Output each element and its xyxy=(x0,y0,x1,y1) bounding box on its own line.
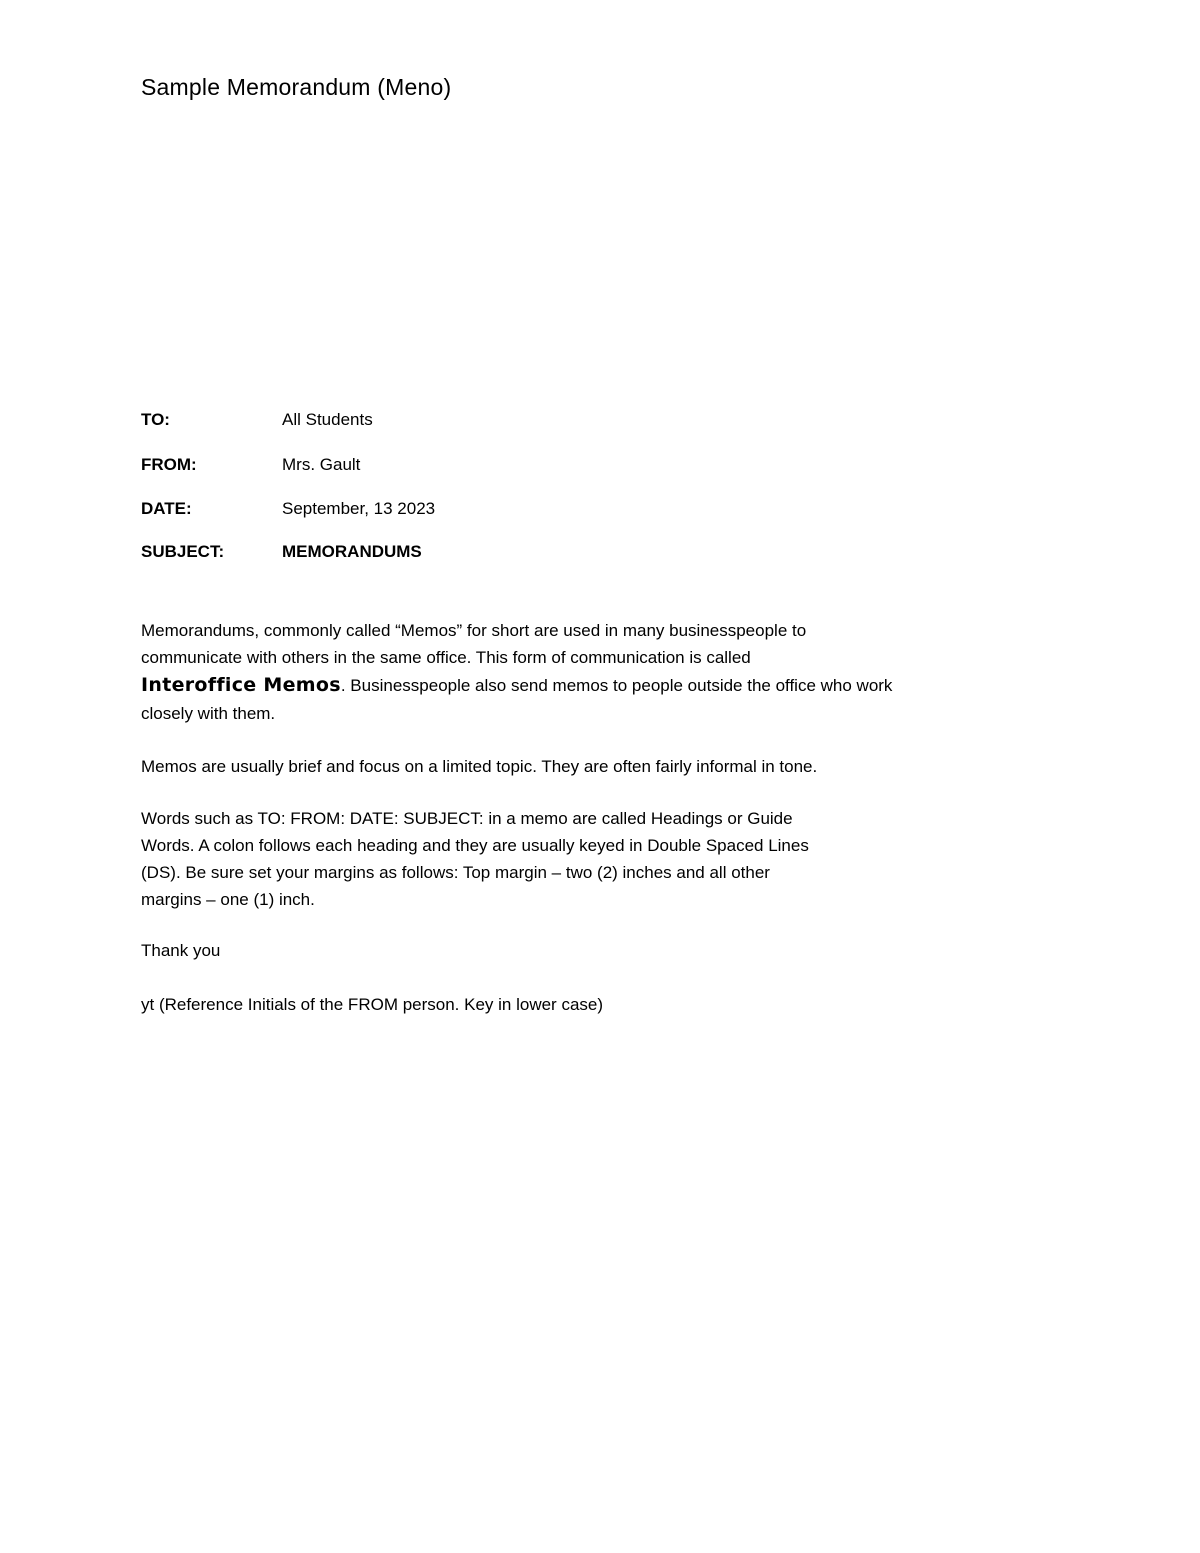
paragraph-line: communicate with others in the same office. This form of communication is called xyxy=(141,648,751,667)
subject-label: SUBJECT: xyxy=(141,542,225,561)
to-value: All Students xyxy=(282,410,373,429)
closing-text: Thank you xyxy=(141,941,221,960)
paragraph-line: Memos are usually brief and focus on a limited topic. They are often fairly informal in tone. xyxy=(141,757,818,776)
subject-value: MEMORANDUMS xyxy=(282,542,422,561)
paragraph-line: Memorandums, commonly called “Memos” for short are used in many businesspeople to xyxy=(141,621,807,640)
reference-text: yt (Reference Initials of the FROM person. Key in lower case) xyxy=(141,995,604,1014)
paragraph-line: closely with them. xyxy=(141,704,276,723)
to-label: TO: xyxy=(141,410,170,429)
paragraph-line: Words. A colon follows each heading and they are usually keyed in Double Spaced Lines xyxy=(141,836,809,855)
reference-initials xyxy=(141,991,1021,1018)
body-paragraph-guide-words xyxy=(141,805,1021,913)
from-label: FROM: xyxy=(141,455,197,474)
body-paragraph-brief xyxy=(141,753,1021,780)
interoffice-memos-emphasis: Interoffice Memos xyxy=(141,674,341,696)
paragraph-line: (DS). Be sure set your margins as follows: Top margin – two (2) inches and all other xyxy=(141,863,770,882)
body-paragraph-memos-intro xyxy=(141,617,1021,727)
document-title: Sample Memorandum (Meno) xyxy=(141,74,452,100)
paragraph-line xyxy=(141,671,1021,700)
date-label: DATE: xyxy=(141,499,192,518)
from-value: Mrs. Gault xyxy=(282,455,361,474)
paragraph-line-rest: . Businesspeople also send memos to people outside the office who work xyxy=(340,676,893,695)
paragraph-line: margins – one (1) inch. xyxy=(141,890,315,909)
closing-line xyxy=(141,937,1021,964)
date-value: September, 13 2023 xyxy=(282,499,436,518)
paragraph-line: Words such as TO: FROM: DATE: SUBJECT: in a memo are called Headings or Guide xyxy=(141,809,793,828)
